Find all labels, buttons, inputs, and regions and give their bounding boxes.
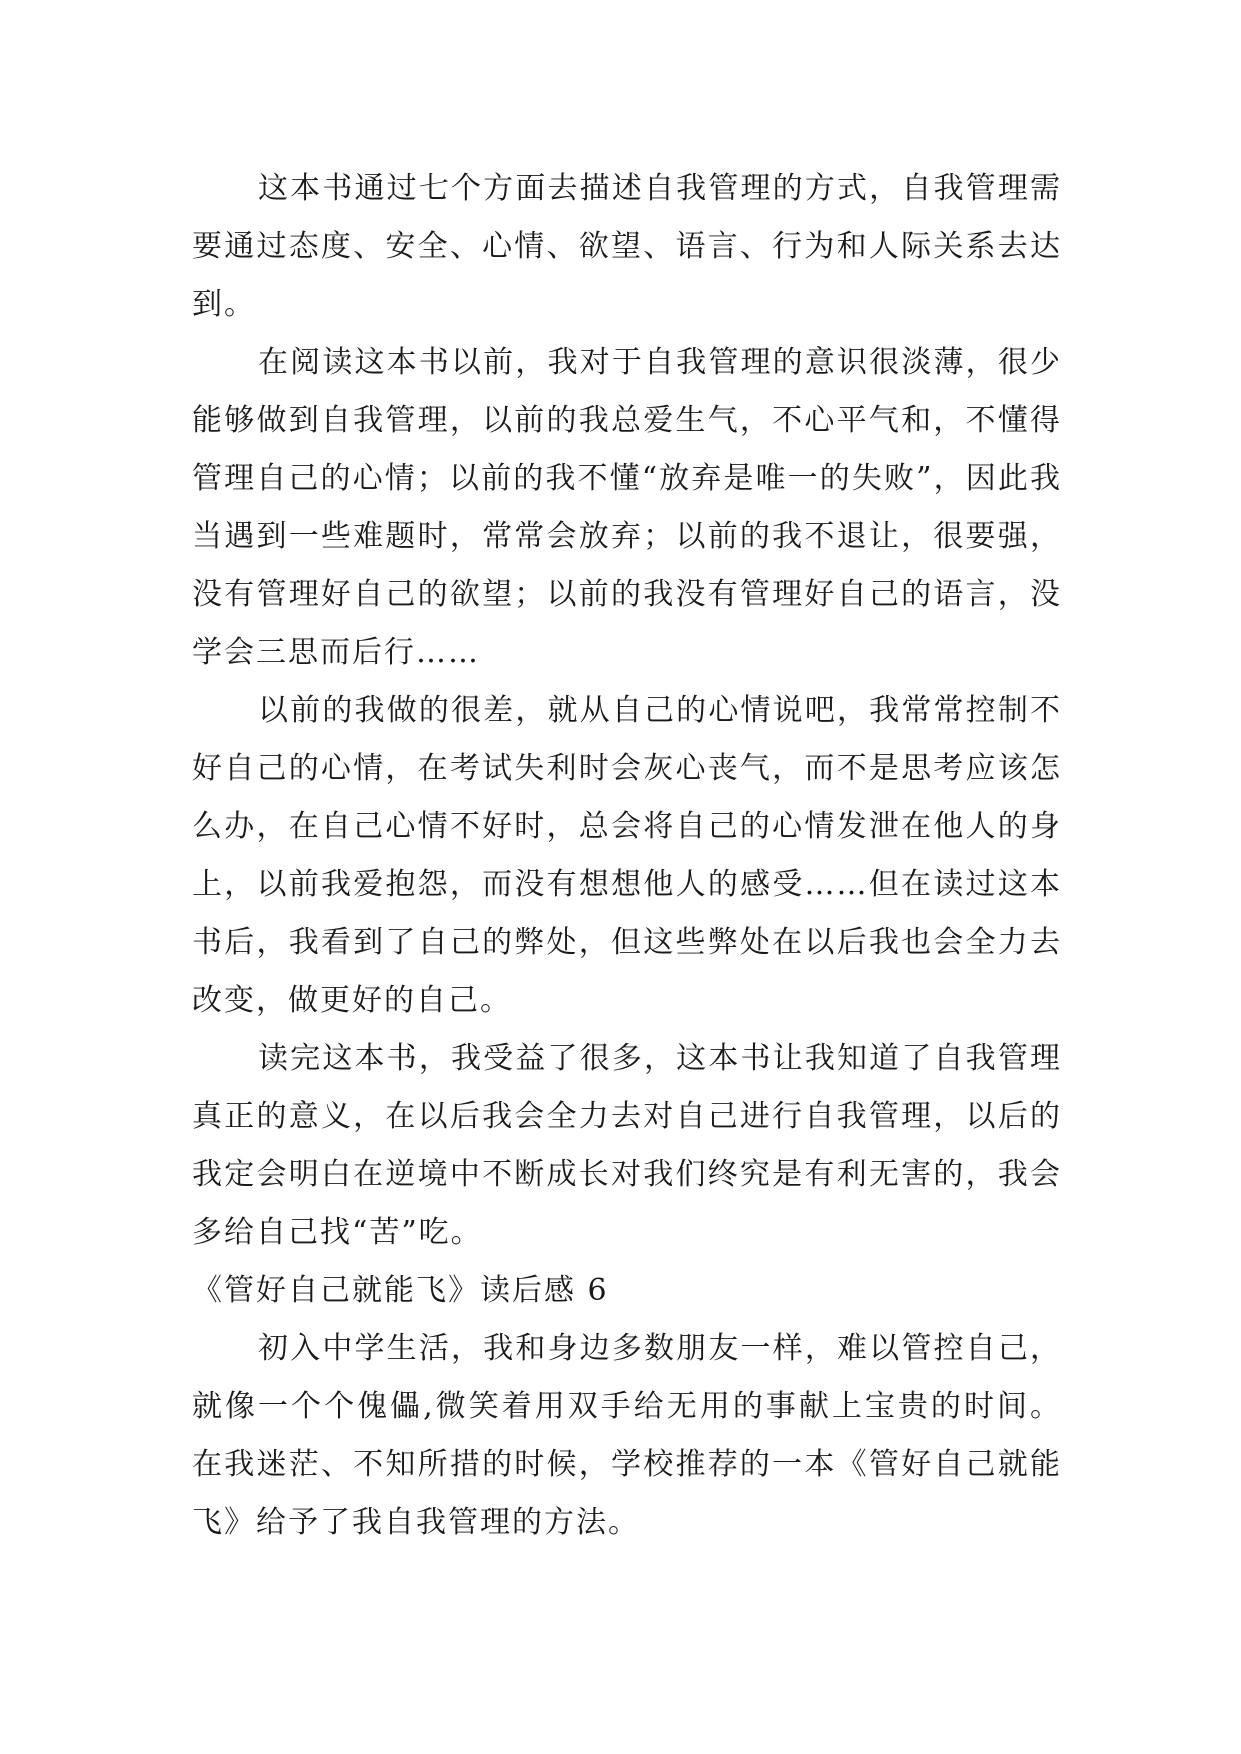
paragraph-1: 这本书通过七个方面去描述自我管理的方式，自我管理需要通过态度、安全、心情、欲望、语言、行为和人际关系去达到。 — [192, 171, 1062, 322]
document-body — [192, 160, 1062, 1552]
paragraph-5: 初入中学生活，我和身边多数朋友一样，难以管控自己，就像一个个傀儡,微笑着用双手给无用的事献上宝贵的时间。在我迷茫、不知所措的时候，学校推荐的一本《管好自己就能飞》给予了我自我管理的方法。 — [192, 1331, 1062, 1540]
paragraph-3: 以前的我做的很差，就从自己的心情说吧，我常常控制不好自己的心情，在考试失利时会灰心丧气，而不是思考应该怎么办，在自己心情不好时，总会将自己的心情发泄在他人的身上，以前我爱抱怨，而没有想想他人的感受……但在读过这本书后，我看到了自己的弊处，但这些弊处在以后我也会全力去改变，做更好的自己。 — [192, 693, 1062, 1018]
paragraph-2: 在阅读这本书以前，我对于自我管理的意识很淡薄，很少能够做到自我管理，以前的我总爱生气，不心平气和，不懂得管理自己的心情；以前的我不懂“放弃是唯一的失败”，因此我当遇到一些难题时，常常会放弃；以前的我不退让，很要强，没有管理好自己的欲望；以前的我没有管理好自己的语言，没学会三思而后行…… — [192, 345, 1062, 670]
paragraph-4: 读完这本书，我受益了很多，这本书让我知道了自我管理真正的意义，在以后我会全力去对自己进行自我管理，以后的我定会明白在逆境中不断成长对我们终究是有利无害的，我会多给自己找“苦”吃。 — [192, 1041, 1062, 1250]
section-heading: 《管好自己就能飞》读后感 6 — [192, 1273, 609, 1308]
